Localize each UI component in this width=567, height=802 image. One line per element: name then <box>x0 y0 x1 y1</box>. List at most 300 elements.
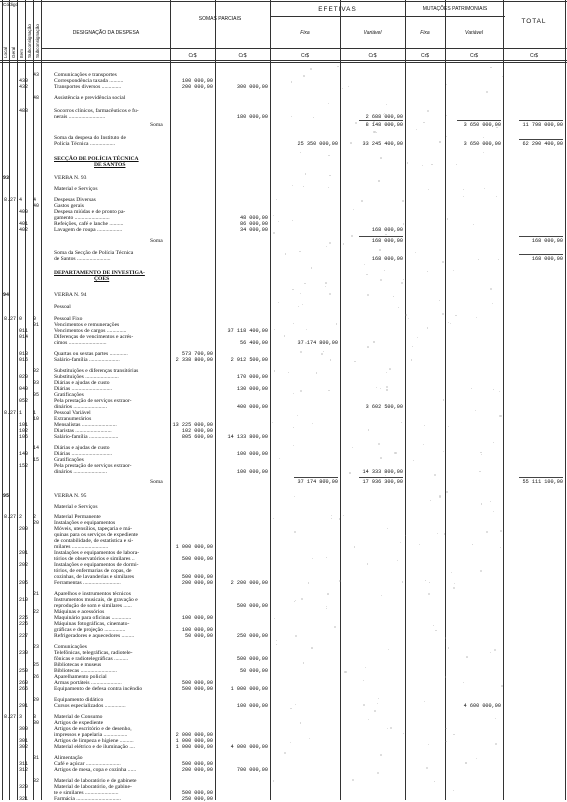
scan-speck <box>285 253 286 254</box>
row-subcode: 23 <box>33 644 40 650</box>
row-description: Extranumerários <box>54 416 92 422</box>
total-rule <box>359 477 403 478</box>
scan-speck <box>309 738 311 740</box>
scan-speck <box>354 361 356 363</box>
row-description: Substituições e diferenças transitórias <box>54 368 139 374</box>
row-description: Material de laboratório e de gabinete <box>54 778 137 784</box>
row-description: Armas portáteis ...................... <box>54 680 122 686</box>
amount-p2: 170 000,00 <box>236 374 268 380</box>
row-description: VERBA N. 93 <box>54 175 87 181</box>
scan-speck <box>297 415 298 416</box>
row-description: Gastos gerais <box>54 203 84 209</box>
row-subcode: 29 <box>33 697 40 703</box>
row-subcode: 48 <box>33 95 40 101</box>
amount-ef: 25 350 000,00 <box>297 141 338 147</box>
row-subcode: 2 <box>33 514 37 520</box>
row-code: 8.27.4 <box>4 197 23 203</box>
scan-speck <box>291 116 292 117</box>
row-description: Instalações e equipamentos de dormi- <box>54 562 139 568</box>
amount-p1: 200 000,00 <box>181 767 213 773</box>
row-description: Café e açúcar ......................... <box>54 761 121 767</box>
scan-speck <box>484 188 485 189</box>
scan-speck <box>294 601 295 602</box>
scan-speck <box>446 491 448 493</box>
scan-speck <box>495 718 496 719</box>
rule <box>17 0 18 800</box>
scan-speck <box>454 583 455 584</box>
row-code: 250 <box>19 668 29 674</box>
scan-speck <box>456 164 457 165</box>
scan-speck <box>405 314 407 316</box>
scan-speck <box>490 501 491 502</box>
scan-speck <box>407 162 409 164</box>
amount-p2: 100 000,00 <box>236 451 268 457</box>
scan-speck <box>446 136 447 137</box>
amount-p1: 200 000,00 <box>181 580 213 586</box>
amount-p2: 100 000,00 <box>236 703 268 709</box>
row-description: Socorros clínicos, farmacêuticos e fu- <box>54 108 139 114</box>
row-code: 266 <box>19 686 29 692</box>
row-description: Aparelhamento policial <box>54 674 107 680</box>
amount-p1: 1 000 000,00 <box>175 744 213 750</box>
row-subcode: 15 <box>33 457 40 463</box>
scan-speck <box>476 758 477 759</box>
row-description: nerais .......................... <box>54 114 106 120</box>
scan-speck <box>323 351 324 352</box>
row-code: 227 <box>19 633 29 639</box>
row-code: 225 <box>19 615 29 621</box>
row-code: 201 <box>19 550 29 556</box>
scan-speck <box>288 372 289 373</box>
subconsignacao-header: Subconsignação <box>27 24 32 58</box>
amount-p2: 400 000,00 <box>236 404 268 410</box>
amount-p1: 500 000,00 <box>181 556 213 562</box>
row-description: DEPARTAMENTO DE INVESTIGA- <box>54 270 145 276</box>
scan-speck <box>481 454 482 455</box>
scan-speck <box>499 391 500 392</box>
scan-speck <box>401 422 402 423</box>
scan-speck <box>496 127 498 129</box>
scan-speck <box>354 546 356 548</box>
amount-ev: 168 000,00 <box>371 238 403 244</box>
row-description: fônicas e radiotelegráficas .......... <box>54 656 129 662</box>
row-subcode: 4 <box>33 197 37 203</box>
scan-speck <box>411 359 413 361</box>
soma-label: Soma <box>150 479 163 485</box>
soma-label: Soma <box>150 122 163 128</box>
scan-speck <box>273 215 275 217</box>
row-code: 93 <box>3 175 10 181</box>
row-description: Cursos especializados ............... <box>54 703 126 709</box>
row-code: 302 <box>19 744 29 750</box>
row-description: Artigos de expediente <box>54 720 104 726</box>
amount-tot: 62 290 400,00 <box>522 141 563 147</box>
scan-speck <box>373 131 375 133</box>
scan-speck <box>326 606 327 607</box>
row-subcode: 02 <box>33 368 40 374</box>
amount-p2: 14 133 800,00 <box>227 434 268 440</box>
row-description: Equipamento didático <box>54 697 104 703</box>
scan-speck <box>343 515 344 516</box>
item-header: Item <box>19 49 24 58</box>
amount-p1: 500 000,00 <box>181 686 213 692</box>
row-description: Gratificações <box>54 392 84 398</box>
amount-tot: 168 000,00 <box>531 238 563 244</box>
scan-speck <box>424 701 425 702</box>
scan-speck <box>295 635 297 637</box>
row-description: Instrumentos musicais, de gravação e <box>54 597 138 603</box>
scan-speck <box>453 790 454 791</box>
row-description: cimos ........................... <box>54 340 107 346</box>
scan-speck <box>342 88 344 90</box>
scan-speck <box>397 560 398 561</box>
scan-speck <box>472 544 473 545</box>
row-description: Lavagem de roupa .................. <box>54 227 123 233</box>
row-code: 260 <box>19 680 29 686</box>
scan-speck <box>417 337 418 338</box>
row-code: 040 <box>19 386 29 392</box>
rule <box>41 48 567 49</box>
local-header: Local <box>3 47 8 58</box>
row-subcode: 32 <box>33 778 40 784</box>
scan-speck <box>389 123 391 125</box>
row-description: Soma da despesa do Instituto de <box>54 135 126 141</box>
scan-speck <box>498 259 499 260</box>
scan-speck <box>439 141 440 142</box>
scan-speck <box>463 189 464 190</box>
scan-speck <box>276 199 277 200</box>
scan-speck <box>306 329 307 330</box>
amount-p1: 100 000,00 <box>181 627 213 633</box>
scan-speck <box>496 196 497 197</box>
scan-speck <box>365 667 366 668</box>
scan-speck <box>294 496 295 497</box>
rule <box>565 0 566 800</box>
amount-p2: 4 000 000,00 <box>230 744 268 750</box>
scan-speck <box>378 698 379 699</box>
row-description: Diaristas .......................... <box>54 428 112 434</box>
amount-tot: 168 000,00 <box>531 256 563 262</box>
scan-speck <box>344 671 346 673</box>
scan-speck <box>480 570 482 572</box>
row-code: 016 <box>19 357 29 363</box>
total-rule <box>359 120 403 121</box>
rule <box>41 0 42 800</box>
codigo-header: Código <box>3 3 19 8</box>
scan-speck <box>433 625 434 626</box>
scan-speck <box>502 76 503 77</box>
row-description: Máquinas e acessórios <box>54 609 105 615</box>
currency-label: Cr$ <box>368 53 377 59</box>
scan-speck <box>493 442 494 443</box>
row-code: 312 <box>19 767 29 773</box>
row-description: Móveis, utensílios, tapeçaria e má- <box>54 526 132 532</box>
scan-speck <box>321 353 323 355</box>
scan-speck <box>381 595 382 596</box>
scan-speck <box>373 341 374 342</box>
scan-speck <box>377 703 379 705</box>
amount-p2: 86 000,00 <box>239 221 268 227</box>
rule <box>340 0 341 800</box>
row-description: VERBA N. 94 <box>54 292 87 298</box>
row-description: Transportes diversos .............. <box>54 84 122 90</box>
row-subcode: 31 <box>33 755 40 761</box>
rule <box>170 0 171 800</box>
scan-speck <box>300 351 302 353</box>
scan-speck <box>403 279 404 280</box>
scan-speck <box>463 196 464 197</box>
scan-speck <box>273 518 274 519</box>
scan-speck <box>445 637 446 638</box>
scan-speck <box>434 474 436 476</box>
currency-label: Cr$ <box>300 53 310 59</box>
scan-speck <box>312 558 313 559</box>
scan-speck <box>493 511 494 512</box>
fixa-header: Fixa <box>300 30 310 36</box>
row-description: Farmácia ................................ <box>54 796 121 802</box>
row-description: Material elétrico e de iluminação .... <box>54 744 135 750</box>
scan-speck <box>290 742 291 743</box>
rule <box>215 0 216 800</box>
scan-speck <box>310 68 312 70</box>
amount-p1: 50 000,00 <box>184 633 213 639</box>
scan-speck <box>479 471 480 472</box>
row-description: Diárias e ajudas de custo <box>54 380 110 386</box>
scan-speck <box>329 293 331 295</box>
row-code: 140 <box>19 451 29 457</box>
row-description: Bibliotecas .......................... <box>54 668 117 674</box>
row-description: Correspondência taxada .......... <box>54 78 124 84</box>
amount-ev: 17 936 300,00 <box>362 479 403 485</box>
amount-p2: 56 400,00 <box>239 340 268 346</box>
amount-p2: 100 000,00 <box>236 469 268 475</box>
row-description: Refrigeradores e aquecedores ......... <box>54 633 135 639</box>
row-description: Pela prestação de serviços extraor- <box>54 398 132 404</box>
scan-speck <box>425 580 426 581</box>
scan-speck <box>386 372 387 373</box>
row-code: 8.27.0 <box>4 316 23 322</box>
amount-p2: 1 000 000,00 <box>230 686 268 692</box>
row-description: Pessoal Variável <box>54 410 91 416</box>
scan-speck <box>291 81 292 82</box>
amount-p1: 500 000,00 <box>181 574 213 580</box>
row-description: Maquinário para oficinas .............. <box>54 615 132 621</box>
row-code: 102 <box>19 428 29 434</box>
row-description: Assistência e previdência social <box>54 95 126 101</box>
scan-speck <box>305 342 307 344</box>
scan-speck <box>475 410 476 411</box>
amount-ev: 2 688 000,00 <box>365 114 403 120</box>
scan-speck <box>483 137 484 138</box>
scan-speck <box>293 393 294 394</box>
scan-speck <box>435 630 437 632</box>
row-description: Instalações e equipamentos de labora- <box>54 550 140 556</box>
scan-speck <box>284 752 286 754</box>
row-code: 291 <box>19 703 29 709</box>
rule <box>0 1 567 2</box>
row-description: Vencimentos de cargos .............. <box>54 328 127 334</box>
row-code: 020 <box>19 374 29 380</box>
scan-speck <box>299 251 300 252</box>
row-description: Diárias e ajudas de custo <box>54 445 110 451</box>
amount-p2: 2 200 000,00 <box>230 580 268 586</box>
row-subcode: 43 <box>33 72 40 78</box>
row-description: Telefônicas, telegráficas, radiotele- <box>54 650 133 656</box>
scan-speck <box>486 531 488 533</box>
scan-speck <box>336 323 337 324</box>
scan-speck <box>328 390 329 391</box>
amount-p1: 250 000,00 <box>181 796 213 802</box>
total-rule <box>457 120 501 121</box>
scan-speck <box>349 472 351 474</box>
row-code: 301 <box>19 738 29 744</box>
scan-speck <box>330 359 331 360</box>
scan-speck <box>427 271 428 272</box>
scan-speck <box>389 368 391 370</box>
amount-p1: 100 000,00 <box>181 78 213 84</box>
variavel-header: Variável <box>465 30 483 36</box>
efetivas-header: EFETIVAS <box>318 6 357 13</box>
row-code: 8.27.3 <box>4 714 23 720</box>
scan-speck <box>494 649 496 651</box>
scan-speck <box>455 315 456 316</box>
scan-speck <box>376 132 377 133</box>
scan-speck <box>428 744 429 745</box>
amount-p2: 34 000,00 <box>239 227 268 233</box>
row-description: de contabilidade, de estatística e si- <box>54 538 134 544</box>
row-description: Instalações e equipamentos <box>54 520 116 526</box>
scan-speck <box>304 283 306 285</box>
amount-ef: 37 174 800,00 <box>297 479 338 485</box>
scan-speck <box>328 155 329 156</box>
scan-speck <box>331 515 332 516</box>
scan-speck <box>386 389 387 390</box>
scan-speck <box>274 618 275 619</box>
row-description: Mensalistas ......................... <box>54 422 117 428</box>
row-description: Salário-família ...................... <box>54 357 120 363</box>
row-description: Diárias ............................. <box>54 451 113 457</box>
row-subcode: 25 <box>33 662 40 668</box>
row-description: Alimentação <box>54 755 83 761</box>
amount-p1: 200 000,00 <box>181 84 213 90</box>
scan-speck <box>303 662 305 664</box>
rule <box>405 0 406 800</box>
row-description: gráficas e de projeção ............... <box>54 627 126 633</box>
scan-speck <box>402 581 404 583</box>
designacao-header: DESIGNAÇÃO DA DESPESA <box>72 30 140 36</box>
currency-label: Cr$ <box>420 53 430 59</box>
scan-speck <box>331 518 332 519</box>
scan-speck <box>427 110 429 112</box>
amount-p2: 700 000,00 <box>236 767 268 773</box>
scan-speck <box>480 452 481 453</box>
row-description: Pela prestação de serviços extraor- <box>54 463 132 469</box>
row-subcode: 30 <box>33 720 40 726</box>
scan-speck <box>350 142 352 144</box>
scan-speck <box>415 252 416 253</box>
scan-speck <box>352 447 353 448</box>
scan-speck <box>393 296 394 297</box>
amount-p2: 180 000,00 <box>236 114 268 120</box>
scan-speck <box>300 152 301 153</box>
scan-speck <box>428 593 430 595</box>
row-description: VERBA N. 95 <box>54 493 87 499</box>
scan-speck <box>490 67 491 68</box>
scan-speck <box>364 264 366 266</box>
amount-p1: 1 000 000,00 <box>175 738 213 744</box>
scan-speck <box>337 66 338 67</box>
scan-speck <box>300 293 301 294</box>
scan-speck <box>430 500 431 501</box>
row-description: Material e Serviços <box>54 504 98 510</box>
amount-p1: 805 600,00 <box>181 434 213 440</box>
total-rule <box>294 477 338 478</box>
row-code: 300 <box>19 726 29 732</box>
row-description: Máquinas fotográficas, cinemato- <box>54 621 130 627</box>
scan-speck <box>493 389 494 390</box>
row-code: 8.27.2 <box>4 514 23 520</box>
geral-header: Geral <box>11 46 16 58</box>
scan-speck <box>453 587 455 589</box>
amount-p2: 2 912 500,00 <box>230 357 268 363</box>
scan-speck <box>453 270 455 272</box>
row-subcode: 20 <box>33 520 40 526</box>
row-description: Pessoal Fixo <box>54 316 83 322</box>
amount-p2: 500 000,00 <box>236 656 268 662</box>
scan-speck <box>428 189 429 190</box>
amount-tot: 11 798 000,00 <box>522 122 563 128</box>
row-code: 321 <box>19 796 29 802</box>
scan-speck <box>295 600 296 601</box>
scan-speck <box>448 647 450 649</box>
row-description: Comunicações <box>54 644 87 650</box>
row-subcode: 14 <box>33 445 40 451</box>
row-code: 94 <box>3 292 10 298</box>
scan-speck <box>423 122 424 123</box>
scan-speck <box>294 531 296 533</box>
scan-speck <box>403 733 404 734</box>
scan-speck <box>437 533 438 534</box>
scan-speck <box>400 542 401 543</box>
row-description: Diferenças de vencimentos e acrés- <box>54 334 134 340</box>
amount-p2: 50 000,00 <box>239 668 268 674</box>
scan-speck <box>284 335 285 336</box>
scan-speck <box>412 346 413 347</box>
scan-speck <box>367 294 369 296</box>
scan-speck <box>386 104 387 105</box>
rule <box>0 60 567 61</box>
scan-speck <box>387 728 389 730</box>
scan-speck <box>376 387 377 388</box>
amount-ef: 37 174 800,00 <box>297 340 338 346</box>
scan-speck <box>500 547 501 548</box>
fixa-header: Fixa <box>420 30 430 36</box>
total-rule <box>519 139 563 140</box>
row-code: 430 <box>19 78 29 84</box>
row-description: SECÇÃO DE POLÍCIA TÉCNICA <box>54 156 139 162</box>
scan-speck <box>312 423 313 424</box>
row-code: 106 <box>19 434 29 440</box>
scan-speck <box>380 754 382 756</box>
scan-speck <box>398 307 399 308</box>
scan-speck <box>405 535 406 536</box>
row-description: quinas para os serviços de expediente <box>54 532 139 538</box>
scan-speck <box>351 235 353 237</box>
currency-label: Cr$ <box>238 53 247 59</box>
scan-speck <box>329 175 330 176</box>
row-subcode: 10 <box>33 416 40 422</box>
scan-speck <box>368 719 370 721</box>
